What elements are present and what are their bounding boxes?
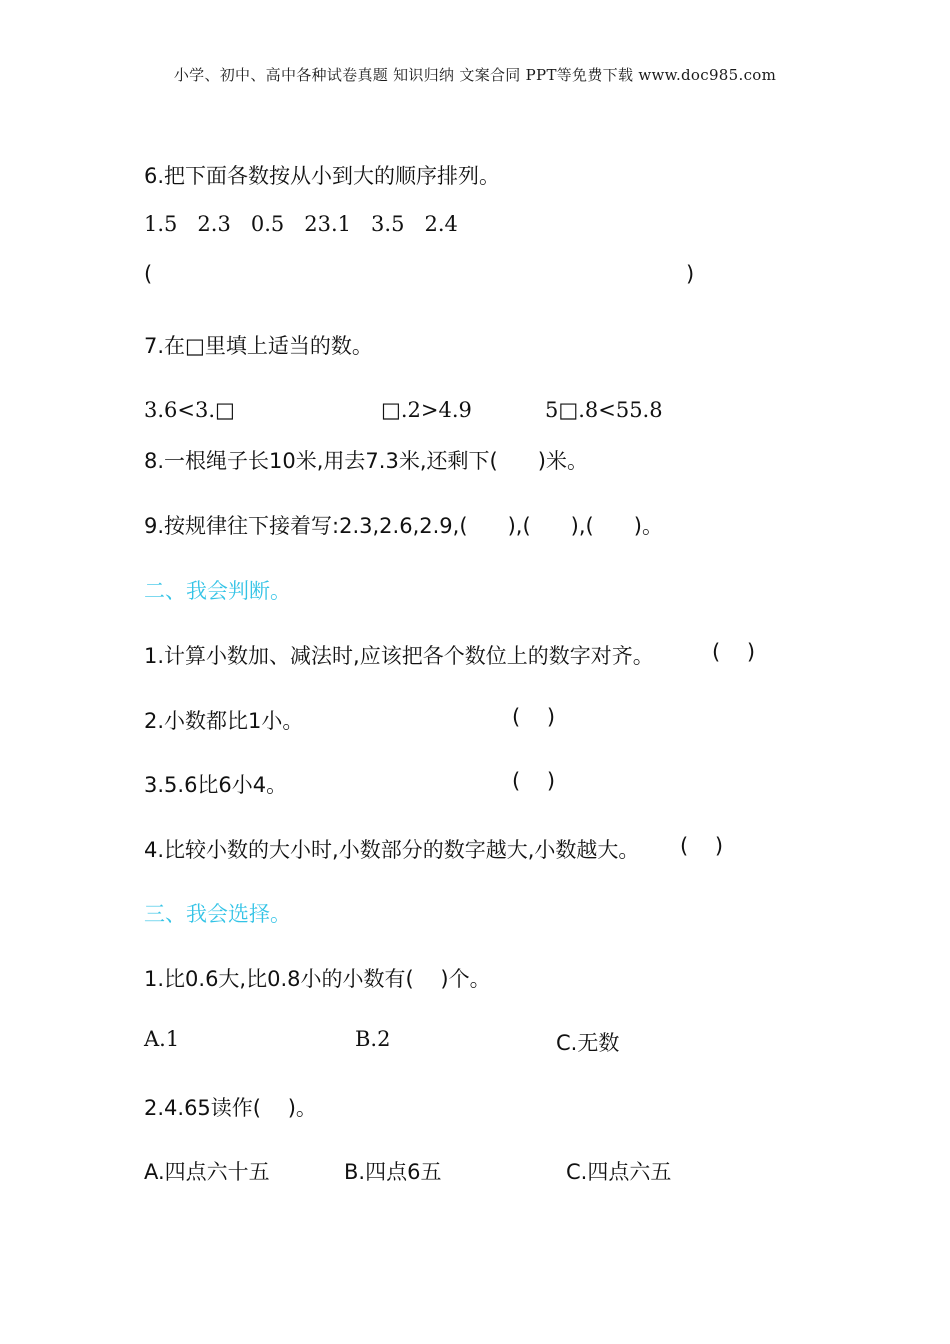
question-7-prompt: 7.在□里填上适当的数。 [144, 334, 373, 358]
choice-2-option-c: C.四点六五 [566, 1160, 672, 1184]
choice-question-1: 1.比0.6大,比0.8小的小数有( )个。 [144, 967, 491, 991]
choice-2-option-b: B.四点6五 [344, 1160, 442, 1184]
question-8: 8.一根绳子长10米,用去7.3米,还剩下( )米。 [144, 449, 588, 473]
judge-item-1: 1.计算小数加、减法时,应该把各个数位上的数字对齐。 [144, 644, 654, 668]
judge-item-1-blank: ( ) [712, 640, 756, 664]
question-7-item-1: 3.6<3.□ [144, 398, 235, 422]
judge-item-3-blank: ( ) [512, 769, 556, 793]
question-6-numbers: 1.5 2.3 0.5 23.1 3.5 2.4 [144, 212, 458, 236]
section-3-title: 三、我会选择。 [144, 902, 291, 926]
judge-item-4: 4.比较小数的大小时,小数部分的数字越大,小数越大。 [144, 838, 640, 862]
question-6-answer-close: ) [686, 262, 695, 286]
choice-2-option-a: A.四点六十五 [144, 1160, 270, 1184]
choice-1-option-c: C.无数 [556, 1031, 620, 1055]
page-header: 小学、初中、高中各种试卷真题 知识归纳 文案合同 PPT等免费下载 www.doc985.com [173, 66, 777, 84]
question-6-prompt: 6.把下面各数按从小到大的顺序排列。 [144, 164, 501, 188]
judge-item-4-blank: ( ) [680, 834, 724, 858]
choice-1-option-b: B.2 [355, 1027, 391, 1051]
judge-item-2: 2.小数都比1小。 [144, 709, 304, 733]
question-9: 9.按规律往下接着写:2.3,2.6,2.9,( ),( ),( )。 [144, 514, 663, 538]
question-7-item-3: 5□.8<55.8 [545, 398, 663, 422]
judge-item-3: 3.5.6比6小4。 [144, 773, 288, 797]
choice-question-2: 2.4.65读作( )。 [144, 1096, 317, 1120]
choice-1-option-a: A.1 [144, 1027, 180, 1051]
section-2-title: 二、我会判断。 [144, 579, 291, 603]
question-7-item-2: □.2>4.9 [381, 398, 472, 422]
question-6-answer-open: ( [144, 262, 153, 286]
judge-item-2-blank: ( ) [512, 705, 556, 729]
